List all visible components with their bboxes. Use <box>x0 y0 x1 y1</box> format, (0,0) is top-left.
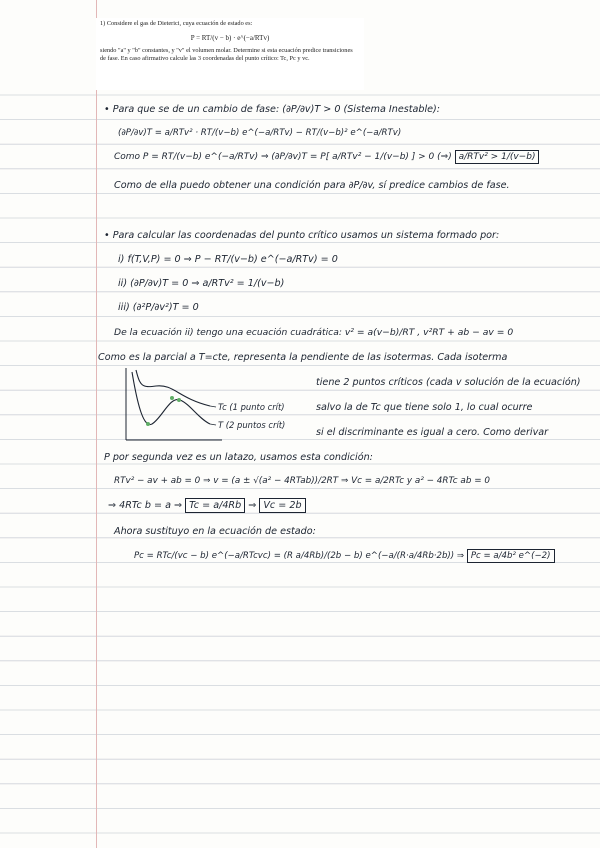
note-line-3-text: Como P = RT/(v−b) e^(−a/RTv) ⇒ (∂P/∂v)T = P[ a/RTv² − 1/(v−b) ] > 0 (⇒) <box>114 152 452 162</box>
note-line-16 <box>108 500 306 511</box>
isotherm-graph <box>118 364 328 444</box>
printed-problem-statement <box>96 18 364 90</box>
critical-point-t-1 <box>146 422 150 426</box>
note-line-15: RTv² − av + ab = 0 ⇒ v = (a ± √(a² − 4RTab))/2RT ⇒ Vc = a/2RTc y a² − 4RTc ab = 0 <box>114 476 490 486</box>
note-line-4: Como de ella puedo obtener una condición para ∂P/∂v, sí predice cambios de fase. <box>114 180 510 191</box>
note-line-17: Ahora sustituyo en la ecuación de estado: <box>114 526 316 537</box>
statement-body: siendo "a" y "b" constantes, y "v" el volumen molar. Determine si esta ecuación predice transiciones de fase. En caso afirmativo calcule las 3 coordenadas del punto crítico: Tc, Pc y vc. <box>100 46 353 63</box>
note-line-1: • Para que se de un cambio de fase: (∂P/∂v)T > 0 (Sistema Inestable): <box>104 104 440 115</box>
note-line-7: ii) (∂P/∂v)T = 0 ⇒ a/RTv² = 1/(v−b) <box>118 278 285 289</box>
note-line-8: iii) (∂²P/∂v²)T = 0 <box>118 302 199 313</box>
statement-formula: P = RT/(v − b) · e^(−a/RTv) <box>190 34 270 43</box>
critical-point-t-2 <box>177 398 181 402</box>
margin-line <box>96 0 97 848</box>
note-line-18-text: Pc = RTc/(vc − b) e^(−a/RTcvc) = (R a/4Rb)/(2b − b) e^(−a/(R·a/4Rb·2b)) ⇒ <box>134 551 465 561</box>
note-line-13: si el discriminante es igual a cero. Como derivar <box>316 427 549 438</box>
inequality-box: a/RTv² > 1/(v−b) <box>455 150 540 164</box>
note-line-16-text: ⇒ 4RTc b = a ⇒ <box>108 500 183 511</box>
note-line-10: Como es la parcial a T=cte, representa la pendiente de las isotermas. Cada isoterma <box>98 352 508 363</box>
note-line-14: P por segunda vez es un latazo, usamos esta condición: <box>104 452 373 463</box>
pc-result-box: Pc = a/4b² e^(−2) <box>467 549 555 563</box>
note-line-5: • Para calcular las coordenadas del punto crítico usamos un sistema formado por: <box>104 230 500 241</box>
graph-label-t: T (2 puntos crít) <box>218 420 286 430</box>
note-line-6: i) f(T,V,P) = 0 ⇒ P − RT/(v−b) e^(−a/RTv) = 0 <box>118 254 338 265</box>
vc-result-box: Vc = 2b <box>259 498 305 513</box>
note-line-11: tiene 2 puntos críticos (cada v solución de la ecuación) <box>316 377 581 388</box>
note-line-9: De la ecuación ii) tengo una ecuación cuadrática: v² = a(v−b)/RT , v²RT + ab − av = 0 <box>114 327 514 338</box>
note-line-2: (∂P/∂v)T = a/RTv² · RT/(v−b) e^(−a/RTv) − RT/(v−b)² e^(−a/RTv) <box>118 128 402 138</box>
critical-point-tc <box>170 396 174 400</box>
graph-label-tc: Tc (1 punto crít) <box>218 402 285 412</box>
statement-header: 1) Considere el gas de Dieterici, cuya ecuación de estado es: <box>100 20 253 27</box>
note-line-3 <box>114 152 539 162</box>
tc-result-box: Tc = a/4Rb <box>185 498 245 513</box>
note-line-18 <box>134 551 555 561</box>
note-line-16-arrow: ⇒ <box>248 500 257 511</box>
note-line-12: salvo la de Tc que tiene solo 1, lo cual ocurre <box>316 402 533 413</box>
